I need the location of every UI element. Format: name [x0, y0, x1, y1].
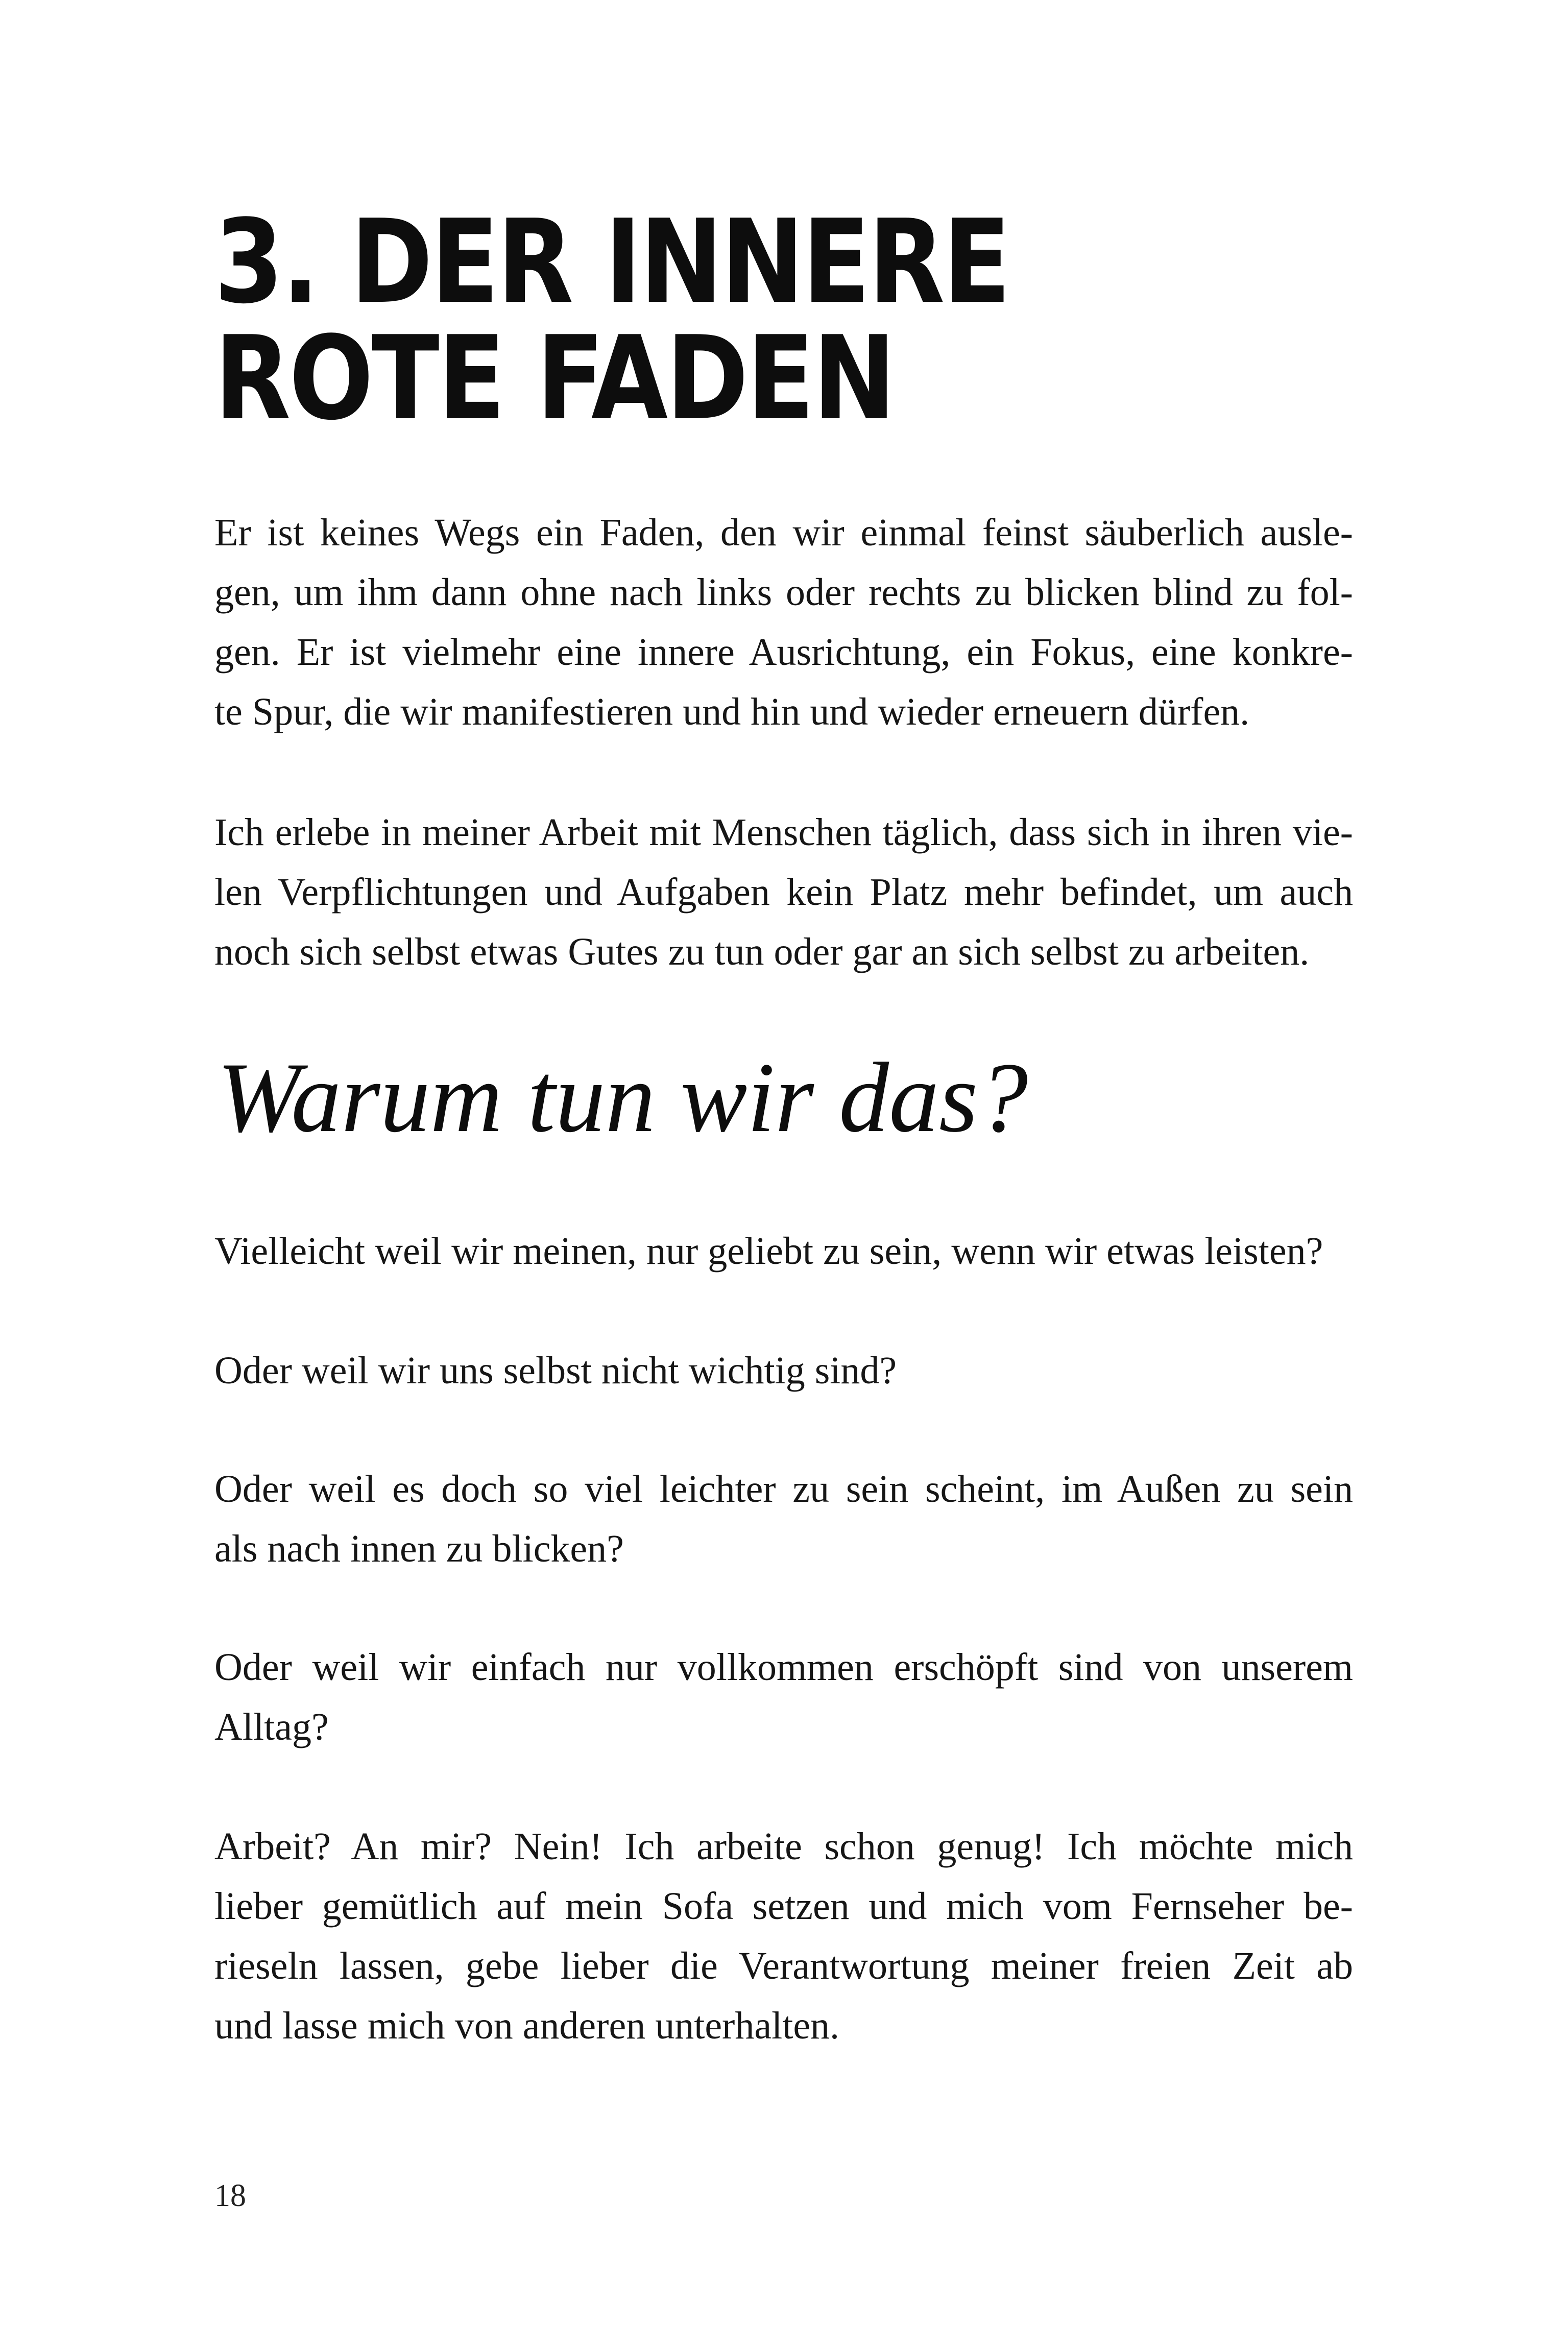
section-subheading: Warum tun wir das?	[217, 1042, 1028, 1153]
text-line: rieseln lassen, gebe lieber die Verantwortung meiner freien Zeit ab	[214, 1945, 1353, 1987]
question-4	[214, 1638, 1353, 1757]
text-line: gen, um ihm dann ohne nach links oder rechts zu blicken blind zu fol-	[214, 571, 1353, 614]
text-line: Oder weil wir einfach nur vollkommen erschöpft sind von unserem	[214, 1646, 1353, 1689]
paragraph-intro	[214, 503, 1353, 742]
text-line: Oder weil es doch so viel leichter zu sein scheint, im Außen zu sein	[214, 1468, 1353, 1510]
text-line: als nach innen zu blicken?	[214, 1527, 624, 1570]
text-line: Ich erlebe in meiner Arbeit mit Menschen täglich, dass sich in ihren vie-	[214, 811, 1353, 854]
text-line: Er ist keines Wegs ein Faden, den wir einmal feinst säuberlich ausle-	[214, 511, 1353, 554]
paragraph-refusal	[214, 1817, 1353, 2056]
text-line: len Verpflichtungen und Aufgaben kein Platz mehr befindet, um auch	[214, 871, 1353, 914]
text-line: Oder weil wir uns selbst nicht wichtig sind?	[214, 1349, 897, 1392]
chapter-title-line-1: 3. DER INNERE	[214, 195, 1009, 329]
chapter-title	[214, 195, 1009, 446]
page-number: 18	[214, 2178, 246, 2213]
text-line: te Spur, die wir manifestieren und hin und wieder erneuern dürfen.	[214, 690, 1250, 733]
question-2	[214, 1341, 1353, 1401]
text-line: noch sich selbst etwas Gutes zu tun oder gar an sich selbst zu arbeiten.	[214, 930, 1310, 973]
text-line: und lasse mich von anderen unterhalten.	[214, 2004, 840, 2047]
question-1	[214, 1221, 1353, 1281]
text-line: Arbeit? An mir? Nein! Ich arbeite schon genug! Ich möchte mich	[214, 1825, 1353, 1868]
text-line: Alltag?	[214, 1706, 329, 1748]
text-line: Vielleicht weil wir meinen, nur geliebt zu sein, wenn wir etwas leisten?	[214, 1230, 1323, 1273]
question-3	[214, 1459, 1353, 1579]
paragraph-experience	[214, 803, 1353, 982]
text-line: lieber gemütlich auf mein Sofa setzen und mich vom Fernseher be-	[214, 1885, 1353, 1928]
text-line: gen. Er ist vielmehr eine innere Ausrichtung, ein Fokus, eine konkre-	[214, 631, 1353, 674]
chapter-title-line-2: ROTE FADEN	[214, 311, 895, 446]
